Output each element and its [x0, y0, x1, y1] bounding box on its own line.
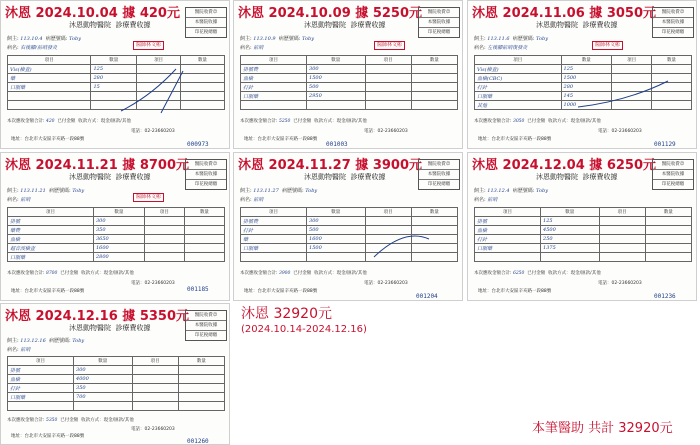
table-row: 血檢 4500 — [475, 226, 692, 235]
owner-row: 飼主: 113.11.21 病歷號碼: Toby — [7, 188, 85, 194]
owner-row: 飼主: 113.11.6 病歷號碼: Toby — [474, 36, 549, 42]
summary-date-range: (2024.10.14-2024.12.16) — [241, 324, 367, 335]
clinic-name: 沐恩動物醫院 診療費收據 — [304, 173, 386, 181]
serial-number: 001236 — [654, 293, 676, 300]
total-row: 本次應收金額合計: 5350 已付金額 收款方式：現金/匯款/其他 — [7, 418, 134, 423]
stamp-box: 醫院收費章 本醫院收據 印花稅總繳 — [652, 159, 694, 190]
table-row: 口服藥 1375 — [475, 244, 692, 253]
table-row — [241, 253, 458, 262]
table-row — [475, 253, 692, 262]
table-row: 口服藥 700 — [8, 393, 225, 402]
table-row: 血檢 4000 — [8, 375, 225, 384]
owner-row: 飼主: 113.12.4 病歷號碼: Toby — [474, 188, 549, 194]
stamp-box: 醫院收費章 本醫院收據 印花稅總繳 — [185, 310, 227, 341]
fee-table: 項目 數量 項目 數量 掛號 125 血檢 4500 打針 250 口服藥 1375 — [474, 207, 692, 262]
stamp-box: 醫院收費章 本醫院收據 印花稅總繳 — [185, 159, 227, 190]
serial-number: 001129 — [654, 141, 676, 148]
receipt-card — [0, 0, 230, 149]
table-row: 掛號 125 — [475, 217, 692, 226]
phone-row: 電話：02-23660203 — [131, 129, 175, 134]
table-row: 超音波檢查 1600 — [8, 244, 225, 253]
doctor-stamp: 醫師林文彬 — [374, 41, 405, 50]
table-row: 掛號費 300 — [241, 217, 458, 226]
phone-row: 電話：02-23660203 — [364, 281, 408, 286]
table-row: Vis(檢查) 125 — [8, 65, 225, 74]
table-row: 打針 500 — [241, 226, 458, 235]
doctor-stamp: 醫師林文彬 — [592, 41, 623, 50]
address-row: 地址：台北市大安區辛亥路一段88號 — [478, 137, 552, 142]
table-row: 血檢 3650 — [8, 235, 225, 244]
owner-row: 飼主: 113.12.16 病歷號碼: Toby — [7, 338, 85, 344]
table-row — [8, 402, 225, 411]
receipt-card — [0, 303, 230, 445]
phone-row: 電話：02-23660203 — [131, 281, 175, 286]
phone-row: 電話：02-23660203 — [598, 129, 642, 134]
receipt-title: 沐恩 2024.12.16 據 5350元 — [5, 309, 189, 324]
table-row: 血檢(CBC) 1500 — [475, 74, 692, 83]
owner-row: 飼主: 113.11.27 病歷號碼: Toby — [240, 188, 318, 194]
phone-row: 電話：02-23660203 — [364, 129, 408, 134]
clinic-name: 沐恩動物醫院 診療費收據 — [304, 21, 386, 29]
table-row: 掛號費 300 — [241, 65, 458, 74]
table-row — [241, 101, 458, 110]
address-row: 地址：台北市大安區辛亥路一段88號 — [11, 289, 85, 294]
fee-table: 項目 數量 項目 數量 Vis(檢查) 125 藥 280 口服藥 15 — [7, 55, 225, 110]
table-row — [8, 92, 225, 101]
clinic-name: 沐恩動物醫院 診療費收據 — [69, 21, 151, 29]
clinic-name: 沐恩動物醫院 診療費收據 — [69, 324, 151, 332]
table-row: 口服藥 1500 — [241, 244, 458, 253]
table-row: 口服藥 2800 — [8, 253, 225, 262]
receipt-card — [233, 152, 463, 301]
grand-total: 本筆醫助 共計 32920元 — [532, 421, 673, 436]
phone-row: 電話：02-23660203 — [131, 427, 175, 432]
table-row: 口服藥 145 — [475, 92, 692, 101]
serial-number: 001260 — [187, 438, 209, 445]
disease-row: 病名: 前哨 — [240, 45, 264, 51]
table-row: 打針 350 — [8, 384, 225, 393]
table-row — [8, 101, 225, 110]
receipt-card — [467, 0, 697, 149]
disease-row: 病名: 前哨 — [7, 347, 31, 353]
table-row: 打針 250 — [475, 235, 692, 244]
address-row: 地址：台北市大安區辛亥路一段88號 — [11, 434, 85, 439]
receipt-title: 沐恩 2024.11.27 據 3900元 — [238, 158, 422, 173]
summary-total: 沐恩 32920元 — [241, 306, 332, 322]
disease-row: 病名: 前哨 — [7, 197, 31, 203]
owner-row: 飼主: 113.10.9 病歷號碼: Toby — [240, 36, 315, 42]
stamp-box: 醫院收費章 本醫院收據 印花稅總繳 — [418, 159, 460, 190]
stamp-box: 醫院收費章 本醫院收據 印花稅總繳 — [652, 7, 694, 38]
total-row: 本次應收金額合計: 3050 已付金額 收款方式：現金/匯款/其他 — [474, 119, 601, 124]
stamp-box: 醫院收費章 本醫院收據 印花稅總繳 — [185, 7, 227, 38]
serial-number: 001003 — [326, 141, 348, 148]
receipt-card — [467, 152, 697, 301]
address-row: 地址：台北市大安區辛亥路一段88號 — [11, 137, 85, 142]
table-row: 掛號 300 — [8, 217, 225, 226]
serial-number: 001204 — [416, 293, 438, 300]
disease-row: 病名: 前哨 — [474, 197, 498, 203]
owner-row: 飼主: 113.10.4 病歷號碼: Toby — [7, 36, 82, 42]
receipt-title: 沐恩 2024.10.09 據 5250元 — [238, 6, 422, 21]
table-row: 血檢 1500 — [241, 74, 458, 83]
address-row: 地址：台北市大安區辛亥路一段88號 — [478, 289, 552, 294]
total-row: 本次應收金額合計: 8700 已付金額 收款方式：現金/匯款/其他 — [7, 271, 134, 276]
table-row: 藥費 350 — [8, 226, 225, 235]
receipt-title: 沐恩 2024.11.06 據 3050元 — [472, 6, 656, 21]
receipt-title: 沐恩 2024.10.04 據 420元 — [5, 6, 180, 21]
doctor-stamp: 醫師林文彬 — [133, 193, 164, 202]
clinic-name: 沐恩動物醫院 診療費收據 — [69, 173, 151, 181]
receipt-card — [233, 0, 463, 149]
table-row: 口服藥 2950 — [241, 92, 458, 101]
receipt-card — [0, 152, 230, 301]
table-row: 口服藥 15 — [8, 83, 225, 92]
clinic-name: 沐恩動物醫院 診療費收據 — [536, 21, 618, 29]
disease-row: 病名: 右後腳/前哨發炎 — [7, 45, 57, 51]
fee-table: 項目 數量 項目 數量 掛號費 300 血檢 1500 打針 500 口服藥 2950 — [240, 55, 458, 110]
receipt-title: 沐恩 2024.11.21 據 8700元 — [5, 158, 189, 173]
disease-row: 病名: 前哨 — [240, 197, 264, 203]
fee-table: 項目 數量 項目 數量 掛號 300 藥費 350 血檢 3650 超音波檢查 1600 口服藥 2800 — [7, 207, 225, 262]
address-row: 地址：台北市大安區辛亥路一段88號 — [244, 289, 318, 294]
serial-number: 001185 — [187, 286, 209, 293]
clinic-name: 沐恩動物醫院 診療費收據 — [536, 173, 618, 181]
total-row: 本次應收金額合計: 420 已付金額 收款方式：現金/匯款/其他 — [7, 119, 131, 124]
table-row: 打針 500 — [241, 83, 458, 92]
doctor-stamp: 醫師林文彬 — [133, 41, 164, 50]
total-row: 本次應收金額合計: 6250 已付金額 收款方式：現金/匯款/其他 — [474, 271, 601, 276]
table-row: 藥 1600 — [241, 235, 458, 244]
receipt-title: 沐恩 2024.12.04 據 6250元 — [472, 158, 656, 173]
table-row: 掛號 300 — [8, 366, 225, 375]
table-row: 藥 280 — [8, 74, 225, 83]
address-row: 地址：台北市大安區辛亥路一段88號 — [244, 137, 318, 142]
total-row: 本次應收金額合計: 5250 已付金額 收款方式：現金/匯款/其他 — [240, 119, 367, 124]
disease-row: 病名: 左後腳前哨復發炎 — [474, 45, 528, 51]
fee-table: 項目 數量 項目 數量 Vis(檢查) 125 血檢(CBC) 1500 打針 280 口服藥 145 其他 1000 — [474, 55, 692, 110]
table-row: 打針 280 — [475, 83, 692, 92]
table-row: Vis(檢查) 125 — [475, 65, 692, 74]
fee-table: 項目 數量 項目 數量 掛號 300 血檢 4000 打針 350 口服藥 700 — [7, 356, 225, 411]
phone-row: 電話：02-23660203 — [598, 281, 642, 286]
table-row: 其他 1000 — [475, 101, 692, 110]
serial-number: 000973 — [187, 141, 209, 148]
total-row: 本次應收金額合計: 3900 已付金額 收款方式：現金/匯款/其他 — [240, 271, 367, 276]
stamp-box: 醫院收費章 本醫院收據 印花稅總繳 — [418, 7, 460, 38]
fee-table: 項目 數量 項目 數量 掛號費 300 打針 500 藥 1600 口服藥 1500 — [240, 207, 458, 262]
